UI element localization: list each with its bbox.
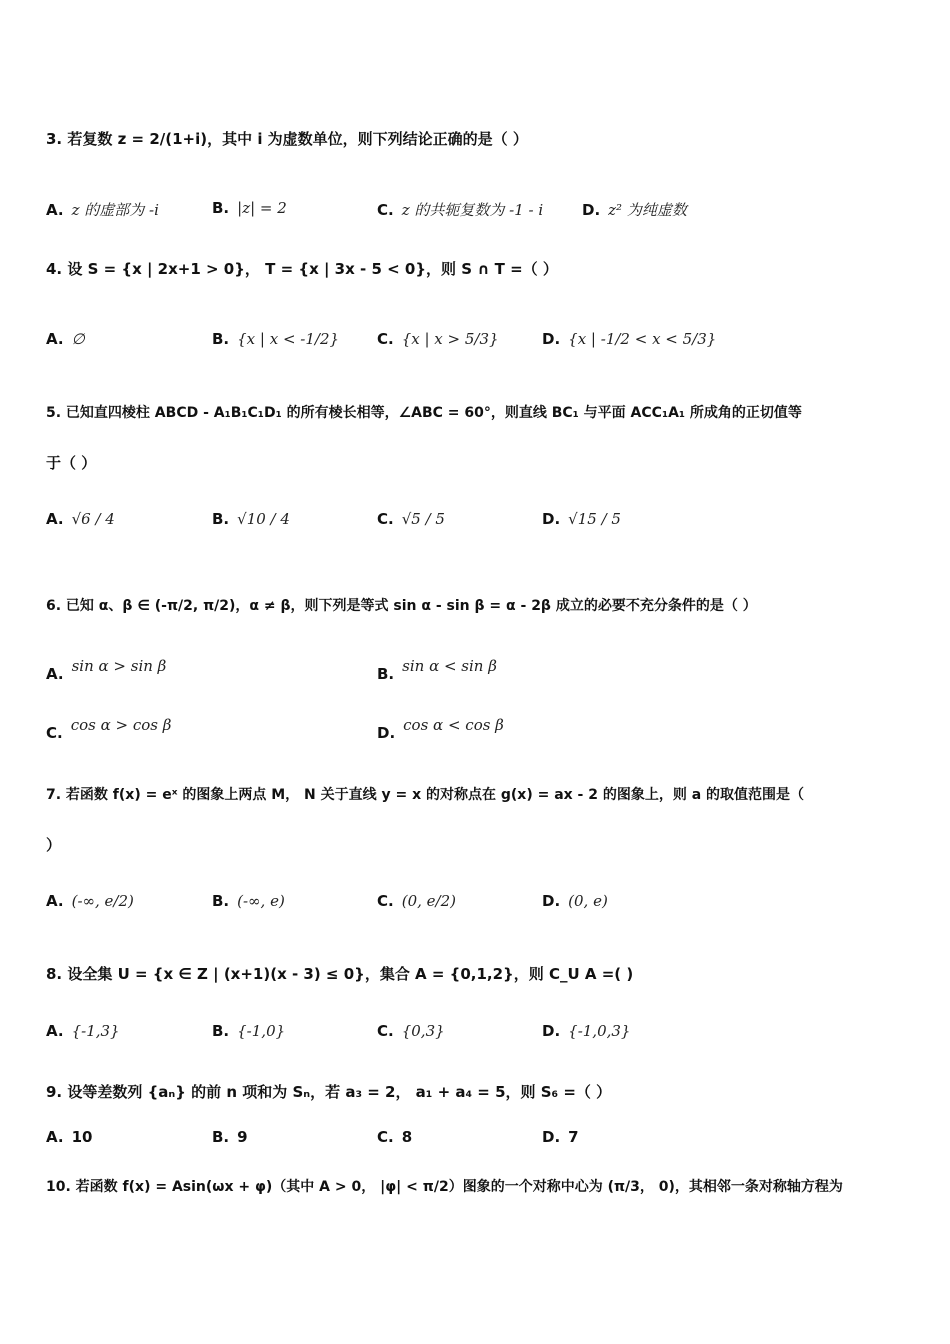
question-4-option-a: A. ∅ — [46, 330, 85, 348]
question-3-option-b: B. |z| = 2 — [212, 199, 287, 217]
question-6-option-c: C. cos α > cos β — [46, 716, 172, 742]
question-5-stem-continued: 于（ ） — [46, 454, 97, 472]
question-6-option-b: B. sin α < sin β — [377, 657, 497, 683]
question-3-stem: 3. 若复数 z = 2/(1+i)，其中 i 为虚数单位，则下列结论正确的是（ ） — [46, 130, 528, 148]
question-6-option-a: A. sin α > sin β — [46, 657, 167, 683]
question-8-option-d: D. {-1,0,3} — [542, 1022, 631, 1040]
question-4-stem: 4. 设 S = {x | 2x+1 > 0}， T = {x | 3x - 5 < 0}，则 S ∩ T =（ ） — [46, 260, 558, 278]
question-5-option-c: C. √5 / 5 — [377, 510, 445, 528]
question-7-stem: 7. 若函数 f(x) = eˣ 的图象上两点 M， N 关于直线 y = x 的对称点在 g(x) = ax - 2 的图象上，则 a 的取值范围是（ — [46, 787, 805, 803]
question-7-stem-continued: ） — [46, 836, 62, 854]
question-8-option-c: C. {0,3} — [377, 1022, 445, 1040]
question-8-stem: 8. 设全集 U = {x ∈ Z | (x+1)(x - 3) ≤ 0}，集合 A = {0,1,2}，则 C_U A =( ) — [46, 965, 634, 983]
question-3-option-d: D. z² 为纯虚数 — [582, 201, 687, 219]
question-4-option-c: C. {x | x > 5/3} — [377, 330, 499, 348]
question-9-option-b: B. 9 — [212, 1128, 248, 1146]
question-3-option-c: C. z 的共轭复数为 -1 - i — [377, 201, 544, 219]
question-6-option-d: D. cos α < cos β — [377, 716, 504, 742]
question-5-option-b: B. √10 / 4 — [212, 510, 290, 528]
question-3-option-a: A. z 的虚部为 -i — [46, 201, 159, 219]
question-7-option-c: C. (0, e/2) — [377, 892, 456, 910]
question-9-option-a: A. 10 — [46, 1128, 93, 1146]
question-9-option-d: D. 7 — [542, 1128, 579, 1146]
question-9-stem: 9. 设等差数列 {aₙ} 的前 n 项和为 Sₙ，若 a₃ = 2， a₁ + a₄ = 5，则 S₆ =（ ） — [46, 1083, 612, 1101]
question-9-option-c: C. 8 — [377, 1128, 413, 1146]
question-7-option-b: B. (-∞, e) — [212, 892, 285, 910]
question-5-stem: 5. 已知直四棱柱 ABCD - A₁B₁C₁D₁ 的所有棱长相等，∠ABC = 60°，则直线 BC₁ 与平面 ACC₁A₁ 所成角的正切值等 — [46, 405, 802, 421]
question-4-option-b: B. {x | x < -1/2} — [212, 330, 340, 348]
question-7-option-d: D. (0, e) — [542, 892, 608, 910]
question-8-option-a: A. {-1,3} — [46, 1022, 120, 1040]
question-4-option-d: D. {x | -1/2 < x < 5/3} — [542, 330, 717, 348]
question-8-option-b: B. {-1,0} — [212, 1022, 286, 1040]
question-10-stem: 10. 若函数 f(x) = Asin(ωx + φ)（其中 A > 0， |φ| < π/2）图象的一个对称中心为 (π/3， 0)，其相邻一条对称轴方程为 — [46, 1179, 843, 1195]
question-5-option-d: D. √15 / 5 — [542, 510, 621, 528]
question-7-option-a: A. (-∞, e/2) — [46, 892, 134, 910]
question-5-option-a: A. √6 / 4 — [46, 510, 115, 528]
question-6-stem: 6. 已知 α、β ∈ (-π/2, π/2)，α ≠ β，则下列是等式 sin α - sin β = α - 2β 成立的必要不充分条件的是（ ） — [46, 598, 757, 614]
